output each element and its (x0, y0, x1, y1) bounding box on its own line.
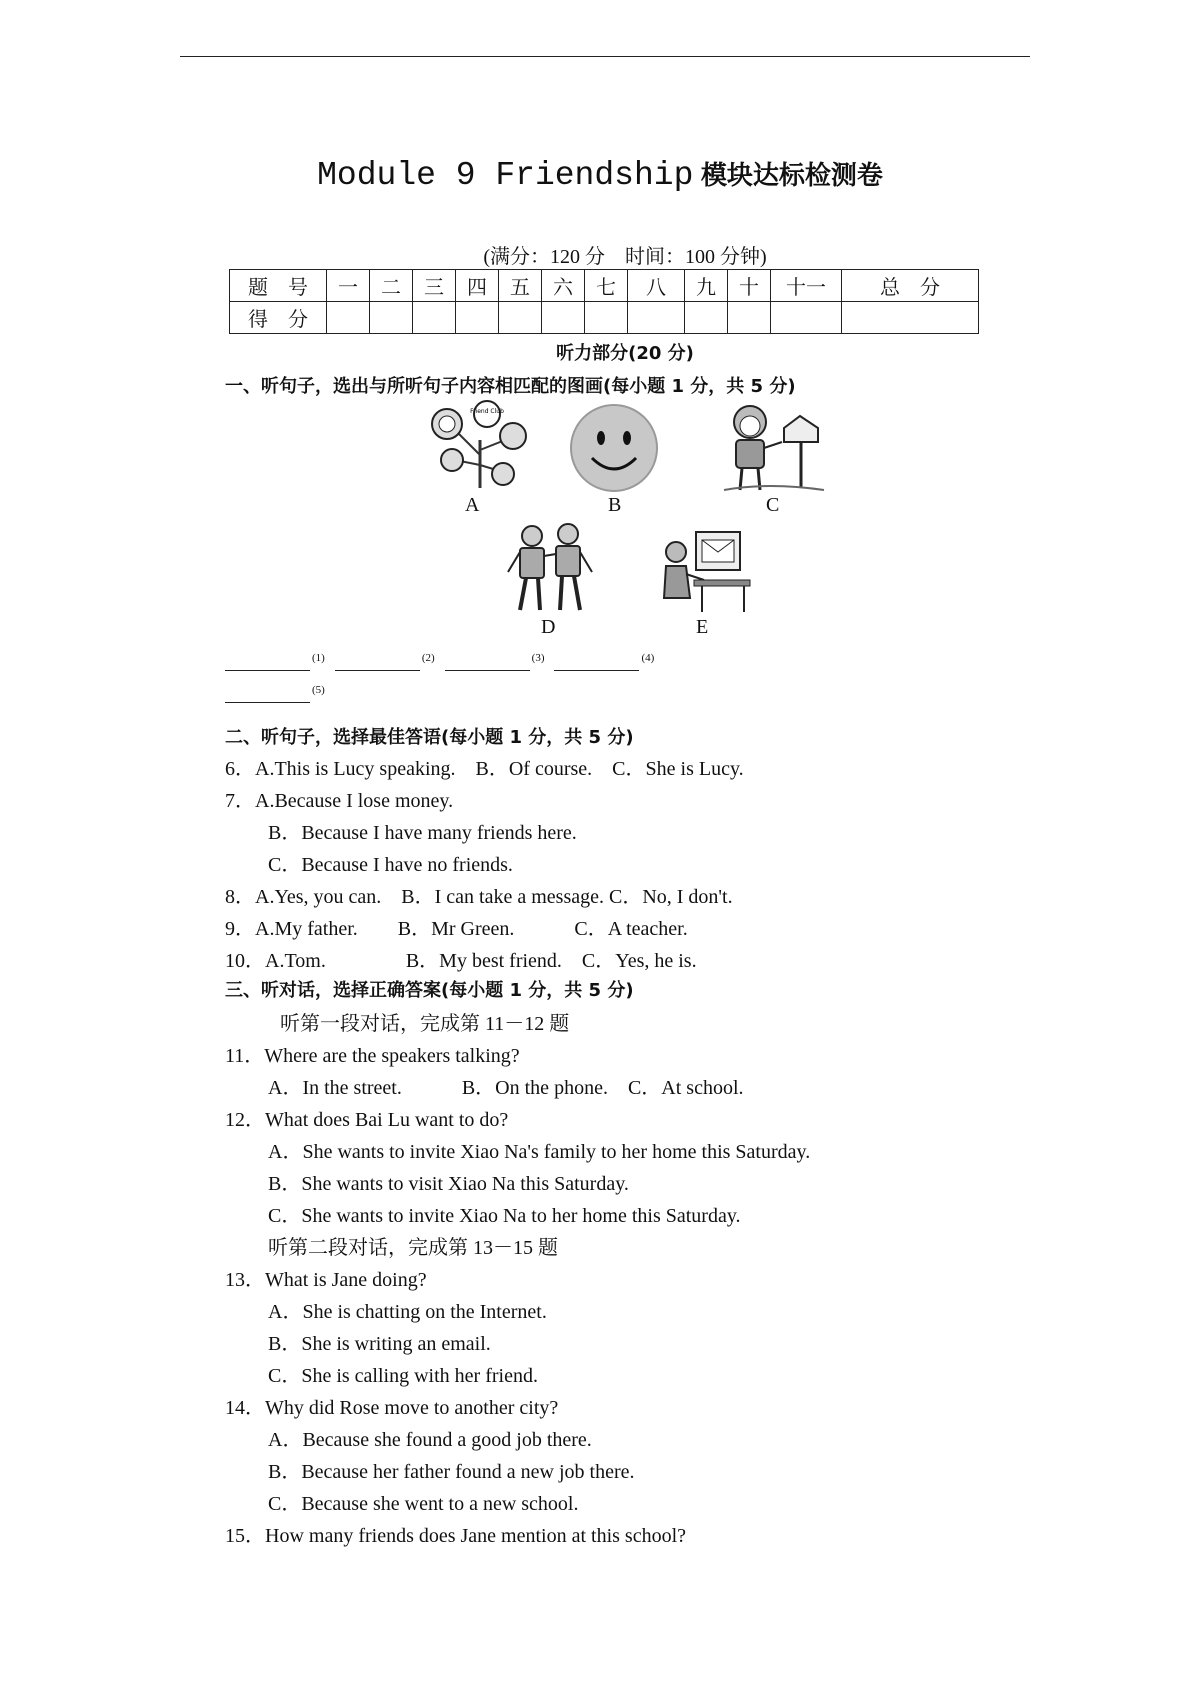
picture-c-girl-mailbox (718, 398, 828, 493)
score-input-cell[interactable] (542, 302, 585, 334)
picture-label-c: C (766, 494, 780, 516)
score-cell: 五 (499, 270, 542, 302)
question-7-option-b: B．Because I have many friends here. (268, 822, 577, 844)
question-7-option-c: C．Because I have no friends. (268, 854, 513, 876)
answer-blank[interactable] (554, 658, 639, 671)
question-12-option-a: A．She wants to invite Xiao Na's family to her home this Saturday. (268, 1141, 811, 1163)
score-table-header-row (230, 270, 979, 302)
score-cell: 得 分 (230, 302, 327, 334)
section3-heading: 三、听对话，选择正确答案(每小题 1 分，共 5 分) (225, 980, 634, 1001)
question-15: 15．How many friends does Jane mention at this school? (225, 1525, 687, 1547)
score-cell: 题 号 (230, 270, 327, 302)
score-cell: 总 分 (842, 270, 979, 302)
answer-blank[interactable] (225, 690, 310, 703)
title-en: Module 9 Friendship (317, 157, 694, 194)
score-cell: 九 (685, 270, 728, 302)
score-cell: 八 (628, 270, 685, 302)
blank-number: (5) (312, 684, 325, 696)
question-12-option-b: B．She wants to visit Xiao Na this Saturday. (268, 1173, 629, 1195)
picture-label-a: A (465, 494, 480, 516)
picture-d-two-boys (500, 522, 600, 614)
score-input-cell[interactable] (728, 302, 771, 334)
picture-e-computer (660, 526, 756, 616)
answer-blank[interactable] (445, 658, 530, 671)
question-10: 10．A.Tom. B．My best friend. C．Yes, he is. (225, 950, 697, 972)
blank-number: (1) (312, 652, 325, 664)
question-14-option-c: C．Because she went to a new school. (268, 1493, 579, 1515)
question-14-option-b: B．Because her father found a new job there. (268, 1461, 635, 1483)
question-13: 13．What is Jane doing? (225, 1269, 427, 1291)
answer-blank[interactable] (335, 658, 420, 671)
picture-a-friend-club (425, 400, 535, 490)
question-11: 11．Where are the speakers talking? (225, 1045, 520, 1067)
question-8: 8．A.Yes, you can. B．I can take a message. C．No, I don't. (225, 886, 733, 908)
score-input-cell[interactable] (585, 302, 628, 334)
score-input-cell[interactable] (456, 302, 499, 334)
score-table (229, 269, 979, 334)
score-input-cell[interactable] (499, 302, 542, 334)
header-rule (180, 56, 1030, 57)
question-6: 6．A.This is Lucy speaking. B．Of course. C．She is Lucy. (225, 758, 744, 780)
dialogue1-instruction: 听第一段对话，完成第 11－12 题 (280, 1013, 570, 1035)
listening-header: 听力部分(20 分) (556, 343, 694, 364)
score-cell: 二 (370, 270, 413, 302)
score-cell: 三 (413, 270, 456, 302)
picture-b-smiley (568, 402, 660, 494)
score-input-cell[interactable] (413, 302, 456, 334)
score-input-cell[interactable] (685, 302, 728, 334)
friend-club-sign: Friend Club (470, 408, 504, 415)
score-cell: 十一 (771, 270, 842, 302)
blank-number: (2) (421, 652, 435, 664)
score-input-cell[interactable] (771, 302, 842, 334)
question-9: 9．A.My father. B．Mr Green. C．A teacher. (225, 918, 688, 940)
page-title (0, 155, 1200, 194)
score-cell: 一 (327, 270, 370, 302)
question-12-option-c: C．She wants to invite Xiao Na to her home this Saturday. (268, 1205, 741, 1227)
score-table-score-row (230, 302, 979, 334)
picture-label-b: B (608, 494, 622, 516)
title-cn: 模块达标检测卷 (700, 161, 883, 191)
section2-heading: 二、听句子，选择最佳答语(每小题 1 分，共 5 分) (225, 727, 634, 748)
score-input-cell[interactable] (628, 302, 685, 334)
score-cell: 七 (585, 270, 628, 302)
dialogue2-instruction: 听第二段对话，完成第 13－15 题 (268, 1237, 558, 1259)
picture-label-e: E (696, 616, 709, 638)
answer-blank[interactable] (225, 658, 310, 671)
score-input-cell[interactable] (842, 302, 979, 334)
section1-heading: 一、听句子，选出与所听句子内容相匹配的图画(每小题 1 分，共 5 分) (225, 376, 796, 397)
question-14: 14．Why did Rose move to another city? (225, 1397, 559, 1419)
blank-number: (4) (641, 652, 655, 664)
answer-blanks-row2 (225, 684, 335, 708)
exam-info: (满分：120 分 时间：100 分钟) (483, 246, 767, 268)
score-cell: 十 (728, 270, 771, 302)
question-13-option-a: A．She is chatting on the Internet. (268, 1301, 547, 1323)
score-input-cell[interactable] (327, 302, 370, 334)
question-12: 12．What does Bai Lu want to do? (225, 1109, 509, 1131)
score-cell: 四 (456, 270, 499, 302)
score-input-cell[interactable] (370, 302, 413, 334)
question-13-option-c: C．She is calling with her friend. (268, 1365, 538, 1387)
question-7: 7．A.Because I lose money. (225, 790, 454, 812)
blank-number: (3) (531, 652, 545, 664)
question-14-option-a: A．Because she found a good job there. (268, 1429, 592, 1451)
question-11-options: A．In the street. B．On the phone. C．At school. (268, 1077, 744, 1099)
score-cell: 六 (542, 270, 585, 302)
picture-label-d: D (541, 616, 556, 638)
question-13-option-b: B．She is writing an email. (268, 1333, 491, 1355)
answer-blanks-row1 (225, 652, 664, 676)
